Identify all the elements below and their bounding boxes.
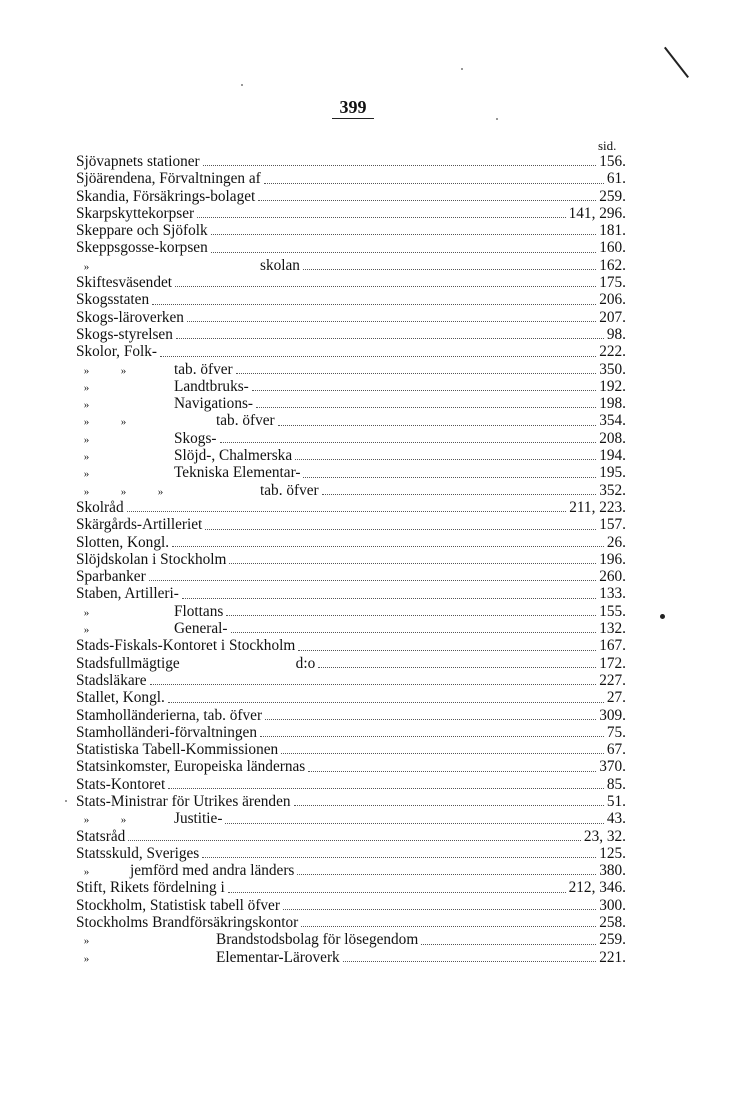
entry-text: Slotten, Kongl. bbox=[76, 533, 170, 551]
entry-text: Stadsläkare bbox=[76, 671, 147, 689]
ditto-mark: » bbox=[157, 485, 164, 498]
entry-heading bbox=[76, 534, 169, 551]
index-entry bbox=[76, 534, 626, 551]
leader-dots bbox=[150, 683, 597, 685]
ditto-mark: » bbox=[83, 468, 90, 481]
leader-dots bbox=[236, 372, 597, 374]
entry-heading bbox=[76, 845, 199, 862]
entry-heading bbox=[76, 499, 124, 516]
entry-pages: 227. bbox=[599, 671, 626, 689]
index-entry bbox=[76, 672, 626, 689]
index-entry bbox=[76, 395, 626, 412]
entry-pages: 370. bbox=[599, 758, 626, 776]
entry-heading bbox=[76, 741, 278, 758]
entry-text: Statsråd bbox=[76, 827, 126, 845]
leader-dots bbox=[308, 770, 596, 772]
entry-text: Skeppsgosse-korpsen bbox=[76, 239, 208, 257]
entry-pages: 51. bbox=[606, 792, 626, 810]
index-entry bbox=[76, 689, 626, 706]
leader-dots bbox=[318, 666, 596, 668]
index-entry bbox=[76, 447, 626, 464]
index-entry bbox=[76, 741, 626, 758]
ditto-mark: » bbox=[83, 381, 90, 394]
entry-pages: 156. bbox=[599, 153, 626, 170]
entry-text: Sparbanker bbox=[76, 568, 146, 586]
entry-pages: 132. bbox=[599, 620, 626, 638]
entry-text: Stockholm, Statistisk tabell öfver bbox=[76, 896, 280, 914]
ditto-mark: » bbox=[83, 451, 90, 464]
leader-dots bbox=[298, 649, 596, 651]
entry-text: Staben, Artilleri- bbox=[76, 585, 179, 603]
index-entry bbox=[76, 758, 626, 775]
index-entry bbox=[76, 326, 626, 343]
entry-pages: 260. bbox=[599, 568, 626, 586]
entry-pages: 354. bbox=[599, 412, 626, 430]
entry-text: Slöjdskolan i Stockholm bbox=[76, 550, 227, 568]
entry-heading bbox=[76, 914, 298, 931]
ink-dot bbox=[660, 614, 665, 619]
index-entry bbox=[76, 361, 626, 378]
leader-dots bbox=[220, 441, 597, 443]
entry-text: Navigations- bbox=[174, 395, 254, 413]
ditto-mark: » bbox=[120, 485, 127, 498]
ditto-mark: » bbox=[83, 606, 90, 619]
entry-text: Skogs-läroverken bbox=[76, 308, 184, 326]
leader-dots bbox=[229, 562, 596, 564]
index-entry bbox=[76, 897, 626, 914]
entry-text: Stats-Kontoret bbox=[76, 775, 166, 793]
entry-text: skolan bbox=[260, 256, 300, 274]
index-entry bbox=[76, 862, 626, 879]
entry-pages: 211, 223. bbox=[569, 498, 626, 516]
ditto-mark: » bbox=[83, 260, 90, 273]
entry-pages: 172. bbox=[599, 654, 626, 672]
entry-extra: d:o bbox=[295, 654, 316, 672]
index-entry bbox=[76, 153, 626, 170]
entry-pages: 181. bbox=[599, 222, 626, 240]
entry-pages: 26. bbox=[606, 533, 626, 551]
leader-dots bbox=[278, 424, 597, 426]
index-entry bbox=[76, 931, 626, 948]
entry-pages: 198. bbox=[599, 395, 626, 413]
entry-pages: 98. bbox=[606, 325, 626, 343]
entry-text: tab. öfver bbox=[260, 481, 319, 499]
entry-heading bbox=[76, 205, 194, 222]
index-entry bbox=[76, 257, 626, 274]
entry-pages: 350. bbox=[599, 360, 626, 378]
leader-dots bbox=[168, 787, 604, 789]
entry-pages: 258. bbox=[599, 914, 626, 932]
leader-dots bbox=[343, 960, 597, 962]
index-entry bbox=[76, 205, 626, 222]
leader-dots bbox=[202, 856, 596, 858]
index-entry bbox=[76, 637, 626, 654]
index-entry bbox=[76, 378, 626, 395]
index-entry bbox=[76, 655, 626, 672]
entry-text: Flottans bbox=[174, 602, 224, 620]
entry-text: Skarpskyttekorpser bbox=[76, 204, 195, 222]
entry-pages: 85. bbox=[606, 775, 626, 793]
entry-text: jemförd med andra länders bbox=[130, 862, 295, 880]
index-entry bbox=[76, 828, 626, 845]
entry-heading bbox=[76, 879, 225, 896]
ink-speck bbox=[241, 84, 243, 86]
leader-dots bbox=[228, 891, 566, 893]
index-entry bbox=[76, 603, 626, 620]
ditto-mark: » bbox=[83, 935, 90, 948]
index-entry bbox=[76, 879, 626, 896]
leader-dots bbox=[421, 943, 596, 945]
leader-dots bbox=[265, 718, 596, 720]
entry-text: Skeppare och Sjöfolk bbox=[76, 222, 208, 240]
leader-dots bbox=[128, 839, 581, 841]
entry-heading bbox=[76, 239, 208, 256]
index-entry bbox=[76, 793, 626, 810]
entry-pages: 61. bbox=[606, 170, 626, 188]
entry-text: Skogs-styrelsen bbox=[76, 325, 173, 343]
ditto-mark: » bbox=[120, 814, 127, 827]
leader-dots bbox=[264, 182, 604, 184]
ditto-mark: » bbox=[83, 952, 90, 965]
entry-heading bbox=[76, 153, 200, 170]
entry-heading bbox=[76, 551, 226, 568]
entry-pages: 175. bbox=[599, 274, 626, 292]
index-entry bbox=[76, 309, 626, 326]
index-entry bbox=[76, 188, 626, 205]
entry-heading bbox=[76, 672, 147, 689]
entry-text: Elementar-Läroverk bbox=[216, 948, 340, 966]
leader-dots bbox=[172, 545, 604, 547]
ditto-mark: » bbox=[83, 866, 90, 879]
entry-text: Statistiska Tabell-Kommissionen bbox=[76, 741, 279, 759]
entry-pages: 155. bbox=[599, 602, 626, 620]
entry-text: tab. öfver bbox=[216, 412, 275, 430]
index-entry bbox=[76, 620, 626, 637]
ditto-mark: » bbox=[83, 364, 90, 377]
index-entry bbox=[76, 949, 626, 966]
index-list bbox=[76, 153, 626, 966]
entry-pages: 208. bbox=[599, 429, 626, 447]
entry-heading bbox=[76, 343, 157, 360]
leader-dots bbox=[197, 216, 566, 218]
index-entry bbox=[76, 516, 626, 533]
index-entry bbox=[76, 239, 626, 256]
entry-pages: 221. bbox=[599, 948, 626, 966]
index-entry bbox=[76, 810, 626, 827]
leader-dots bbox=[303, 268, 596, 270]
leader-dots bbox=[160, 355, 596, 357]
entry-pages: 206. bbox=[599, 291, 626, 309]
entry-text: Sjövapnets stationer bbox=[76, 153, 200, 170]
entry-text: Statsinkomster, Europeiska ländernas bbox=[76, 758, 306, 776]
ink-speck bbox=[65, 800, 67, 802]
page-number: 399 bbox=[332, 97, 374, 119]
entry-pages: 27. bbox=[606, 689, 626, 707]
entry-text: Skiftesväsendet bbox=[76, 274, 173, 292]
entry-pages: 207. bbox=[599, 308, 626, 326]
leader-dots bbox=[211, 251, 597, 253]
leader-dots bbox=[225, 822, 603, 824]
entry-pages: 222. bbox=[599, 343, 626, 361]
leader-dots bbox=[260, 735, 604, 737]
index-entry bbox=[76, 291, 626, 308]
ditto-mark: » bbox=[83, 416, 90, 429]
leader-dots bbox=[149, 579, 597, 581]
entry-text: Skärgårds-Artilleriet bbox=[76, 516, 203, 534]
leader-dots bbox=[152, 303, 596, 305]
entry-heading bbox=[76, 326, 173, 343]
leader-dots bbox=[301, 925, 596, 927]
entry-heading bbox=[76, 828, 125, 845]
entry-text: tab. öfver bbox=[174, 360, 233, 378]
index-entry bbox=[76, 707, 626, 724]
index-entry bbox=[76, 170, 626, 187]
leader-dots bbox=[127, 510, 567, 512]
leader-dots bbox=[203, 164, 597, 166]
entry-pages: 157. bbox=[599, 516, 626, 534]
index-entry bbox=[76, 499, 626, 516]
pencil-mark bbox=[664, 47, 689, 78]
index-entry bbox=[76, 776, 626, 793]
entry-pages: 133. bbox=[599, 585, 626, 603]
index-entry bbox=[76, 914, 626, 931]
index-entry bbox=[76, 343, 626, 360]
entry-text: Stallet, Kongl. bbox=[76, 689, 165, 707]
entry-heading bbox=[76, 655, 180, 672]
entry-heading bbox=[76, 707, 262, 724]
entry-pages: 212, 346. bbox=[568, 879, 626, 897]
entry-pages: 43. bbox=[606, 810, 626, 828]
leader-dots bbox=[256, 406, 596, 408]
entry-pages: 352. bbox=[599, 481, 626, 499]
ditto-mark: » bbox=[83, 433, 90, 446]
entry-pages: 75. bbox=[606, 723, 626, 741]
index-entry bbox=[76, 568, 626, 585]
entry-heading bbox=[76, 291, 149, 308]
entry-pages: 162. bbox=[599, 256, 626, 274]
entry-heading bbox=[76, 188, 255, 205]
entry-pages: 23, 32. bbox=[583, 827, 626, 845]
entry-text: Skolor, Folk- bbox=[76, 343, 157, 361]
entry-pages: 192. bbox=[599, 377, 626, 395]
leader-dots bbox=[297, 873, 596, 875]
index-entry bbox=[76, 724, 626, 741]
ditto-mark: » bbox=[83, 624, 90, 637]
index-entry bbox=[76, 845, 626, 862]
entry-pages: 67. bbox=[606, 741, 626, 759]
entry-text: Tekniska Elementar- bbox=[174, 464, 301, 482]
entry-heading bbox=[76, 758, 305, 775]
leader-dots bbox=[295, 458, 596, 460]
entry-heading bbox=[76, 516, 202, 533]
entry-pages: 194. bbox=[599, 447, 626, 465]
index-entry bbox=[76, 412, 626, 429]
index-entry bbox=[76, 551, 626, 568]
entry-text: Slöjd-, Chalmerska bbox=[174, 447, 293, 465]
entry-pages: 259. bbox=[599, 931, 626, 949]
leader-dots bbox=[175, 285, 596, 287]
leader-dots bbox=[187, 320, 596, 322]
entry-pages: 141, 296. bbox=[568, 204, 626, 222]
leader-dots bbox=[283, 908, 596, 910]
column-heading: sid. bbox=[598, 138, 617, 153]
entry-pages: 167. bbox=[599, 637, 626, 655]
ditto-mark: » bbox=[83, 485, 90, 498]
ditto-mark: » bbox=[120, 364, 127, 377]
entry-text: Justitie- bbox=[174, 810, 223, 828]
leader-dots bbox=[205, 528, 596, 530]
entry-text: Stats-Ministrar för Utrikes ärenden bbox=[76, 792, 291, 810]
entry-text: Brandstodsbolag för lösegendom bbox=[216, 931, 419, 949]
leader-dots bbox=[294, 804, 604, 806]
entry-heading bbox=[76, 170, 261, 187]
entry-pages: 309. bbox=[599, 706, 626, 724]
entry-heading bbox=[76, 776, 165, 793]
leader-dots bbox=[252, 389, 596, 391]
entry-text: Skogsstaten bbox=[76, 291, 150, 309]
index-entry bbox=[76, 430, 626, 447]
entry-text: Landtbruks- bbox=[174, 377, 249, 395]
entry-heading bbox=[76, 585, 179, 602]
leader-dots bbox=[322, 493, 597, 495]
entry-heading bbox=[76, 568, 146, 585]
leader-dots bbox=[258, 199, 596, 201]
ditto-mark: » bbox=[120, 416, 127, 429]
leader-dots bbox=[168, 701, 604, 703]
leader-dots bbox=[226, 614, 596, 616]
index-entry bbox=[76, 585, 626, 602]
entry-heading bbox=[76, 222, 208, 239]
entry-heading bbox=[76, 793, 291, 810]
entry-pages: 259. bbox=[599, 187, 626, 205]
entry-heading bbox=[76, 897, 280, 914]
entry-heading bbox=[76, 724, 257, 741]
leader-dots bbox=[211, 233, 597, 235]
entry-text: Stift, Rikets fördelning i bbox=[76, 879, 225, 897]
entry-text: Statsskuld, Sveriges bbox=[76, 844, 200, 862]
entry-pages: 125. bbox=[599, 844, 626, 862]
ink-speck bbox=[496, 118, 498, 120]
entry-pages: 380. bbox=[599, 862, 626, 880]
index-entry bbox=[76, 464, 626, 481]
entry-text: Stadsfullmägtige bbox=[76, 654, 180, 672]
ink-speck bbox=[461, 68, 463, 70]
entry-heading bbox=[76, 274, 172, 291]
entry-pages: 195. bbox=[599, 464, 626, 482]
entry-heading bbox=[76, 309, 184, 326]
index-entry bbox=[76, 222, 626, 239]
entry-heading bbox=[76, 689, 165, 706]
entry-pages: 300. bbox=[599, 896, 626, 914]
ditto-mark: » bbox=[83, 814, 90, 827]
leader-dots bbox=[176, 337, 604, 339]
entry-text: Skolråd bbox=[76, 498, 124, 516]
entry-pages: 160. bbox=[599, 239, 626, 257]
entry-pages: 196. bbox=[599, 550, 626, 568]
entry-text: Stockholms Brandförsäkringskontor bbox=[76, 914, 299, 932]
leader-dots bbox=[281, 752, 604, 754]
leader-dots bbox=[231, 631, 597, 633]
entry-text: Sjöärendena, Förvaltningen af bbox=[76, 170, 261, 188]
entry-heading bbox=[76, 637, 295, 654]
index-entry bbox=[76, 274, 626, 291]
entry-text: General- bbox=[174, 620, 228, 638]
index-entry bbox=[76, 482, 626, 499]
entry-text: Stads-Fiskals-Kontoret i Stockholm bbox=[76, 637, 296, 655]
leader-dots bbox=[182, 597, 596, 599]
ditto-mark: » bbox=[83, 399, 90, 412]
entry-text: Stamholländerierna, tab. öfver bbox=[76, 706, 263, 724]
entry-heading bbox=[76, 949, 340, 968]
entry-text: Skogs- bbox=[174, 429, 217, 447]
entry-text: Skandia, Försäkrings-bolaget bbox=[76, 187, 256, 205]
entry-text: Stamholländeri-förvaltningen bbox=[76, 723, 257, 741]
leader-dots bbox=[303, 476, 596, 478]
